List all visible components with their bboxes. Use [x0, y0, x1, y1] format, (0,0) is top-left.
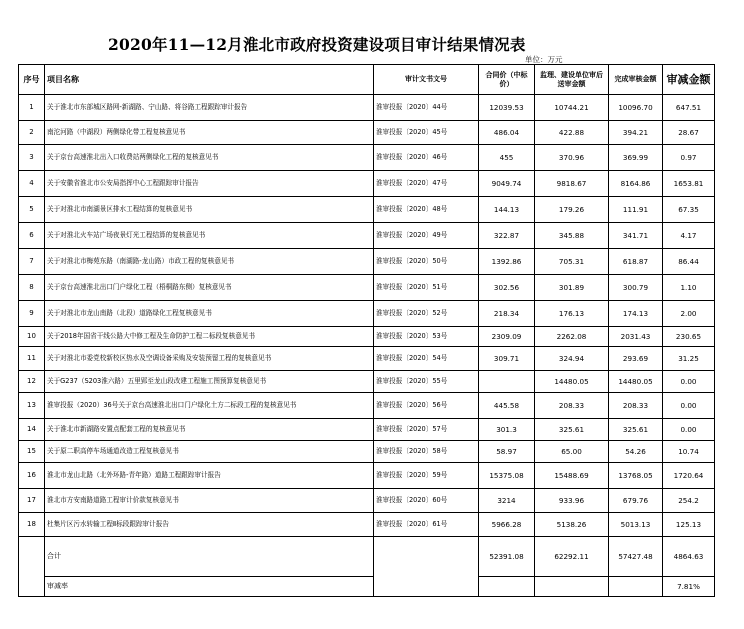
row-reduced: 230.65: [663, 327, 715, 347]
row-contract: 218.34: [479, 301, 535, 327]
row-doc: 淮审投报〔2020〕46号: [374, 145, 479, 171]
row-contract: 2309.09: [479, 327, 535, 347]
table-row: [19, 171, 715, 197]
row-doc: 淮审投报〔2020〕54号: [374, 347, 479, 371]
row-name: 杜集片区污水转输工程Ⅱ标段跟踪审计报告: [45, 513, 374, 537]
row-doc: 淮审投报〔2020〕49号: [374, 223, 479, 249]
table-row: [19, 223, 715, 249]
row-name: 淮审投报（2020）36号关于京台高速淮北出口门户绿化土方二标段工程的复核意见书: [45, 393, 374, 419]
row-submitted: 301.89: [535, 275, 609, 301]
rate-row: [19, 577, 715, 597]
table-row: [19, 121, 715, 145]
row-doc: 淮审投报〔2020〕55号: [374, 371, 479, 393]
total-approved: 57427.48: [609, 537, 663, 577]
row-reduced: 1.10: [663, 275, 715, 301]
row-approved: 679.76: [609, 489, 663, 513]
header-row: [19, 65, 715, 95]
row-submitted: 324.94: [535, 347, 609, 371]
row-contract: 486.04: [479, 121, 535, 145]
row-seq: 1: [19, 95, 45, 121]
total-doc-cell: [374, 537, 479, 597]
row-name: 关于对淮北火车站广场夜景灯光工程结算的复核意见书: [45, 223, 374, 249]
row-contract: 309.71: [479, 347, 535, 371]
row-name: 淮北市龙山北路（北外环路-青年路）道路工程跟踪审计报告: [45, 463, 374, 489]
table-row: [19, 275, 715, 301]
row-doc: 淮审投报〔2020〕52号: [374, 301, 479, 327]
row-seq: 4: [19, 171, 45, 197]
table-row: [19, 347, 715, 371]
row-doc: 淮审投报〔2020〕51号: [374, 275, 479, 301]
header-approved: 完成审核金额: [609, 65, 663, 95]
row-contract: [479, 371, 535, 393]
row-approved: 111.91: [609, 197, 663, 223]
row-seq: 17: [19, 489, 45, 513]
table-row: [19, 95, 715, 121]
row-approved: 341.71: [609, 223, 663, 249]
row-name: 关于2018年国省干线公路大中修工程及生命防护工程二标段复核意见书: [45, 327, 374, 347]
row-contract: 455: [479, 145, 535, 171]
row-approved: 2031.43: [609, 327, 663, 347]
row-doc: 淮审投报〔2020〕61号: [374, 513, 479, 537]
row-contract: 3214: [479, 489, 535, 513]
page-title: 2020年11—12月淮北市政府投资建设项目审计结果情况表: [108, 35, 526, 54]
row-doc: 淮审投报〔2020〕59号: [374, 463, 479, 489]
header-contract: 合同价（中标价）: [479, 65, 535, 95]
row-approved: 8164.86: [609, 171, 663, 197]
row-contract: 12039.53: [479, 95, 535, 121]
rate-value: 7.81%: [663, 577, 715, 597]
row-submitted: 15488.69: [535, 463, 609, 489]
table-row: [19, 513, 715, 537]
table-row: [19, 393, 715, 419]
row-approved: 300.79: [609, 275, 663, 301]
row-doc: 淮审投报〔2020〕56号: [374, 393, 479, 419]
row-approved: 10096.70: [609, 95, 663, 121]
row-submitted: 422.88: [535, 121, 609, 145]
row-approved: 14480.05: [609, 371, 663, 393]
row-approved: 325.61: [609, 419, 663, 441]
total-row: [19, 537, 715, 577]
row-name: 关于G237（S203淮六路）五里郢至龙山段改建工程施工图预算复核意见书: [45, 371, 374, 393]
row-reduced: 2.00: [663, 301, 715, 327]
row-approved: 293.69: [609, 347, 663, 371]
row-seq: 11: [19, 347, 45, 371]
table-row: [19, 441, 715, 463]
row-approved: 369.99: [609, 145, 663, 171]
row-seq: 14: [19, 419, 45, 441]
header-seq: 序号: [19, 65, 45, 95]
row-seq: 3: [19, 145, 45, 171]
table-row: [19, 301, 715, 327]
table-row: [19, 489, 715, 513]
row-contract: 144.13: [479, 197, 535, 223]
table-row: [19, 463, 715, 489]
rate-label: 审减率: [45, 577, 374, 597]
row-submitted: 345.88: [535, 223, 609, 249]
unit-label: 单位：万元: [525, 55, 563, 64]
row-name: 关于对淮北市南湖景区排水工程结算的复核意见书: [45, 197, 374, 223]
header-doc: 审计文书文号: [374, 65, 479, 95]
row-reduced: 4.17: [663, 223, 715, 249]
row-name: 南沱河路（中湖段）两侧绿化带工程复核意见书: [45, 121, 374, 145]
row-reduced: 0.00: [663, 419, 715, 441]
row-name: 关于京台高速淮北出入口收费站两侧绿化工程的复核意见书: [45, 145, 374, 171]
row-seq: 16: [19, 463, 45, 489]
table-row: [19, 327, 715, 347]
row-name: 关于原二职高停车场通道改造工程复核意见书: [45, 441, 374, 463]
row-submitted: 9818.67: [535, 171, 609, 197]
row-seq: 15: [19, 441, 45, 463]
total-label: 合计: [45, 537, 374, 577]
row-submitted: 933.96: [535, 489, 609, 513]
table-row: [19, 145, 715, 171]
row-submitted: 176.13: [535, 301, 609, 327]
row-reduced: 31.25: [663, 347, 715, 371]
row-contract: 15375.08: [479, 463, 535, 489]
row-seq: 13: [19, 393, 45, 419]
row-reduced: 67.35: [663, 197, 715, 223]
row-submitted: 705.31: [535, 249, 609, 275]
table-row: [19, 419, 715, 441]
row-seq: 18: [19, 513, 45, 537]
row-doc: 淮审投报〔2020〕44号: [374, 95, 479, 121]
row-submitted: 325.61: [535, 419, 609, 441]
row-seq: 9: [19, 301, 45, 327]
header-submitted: 监理、建设单位审后送审金额: [535, 65, 609, 95]
row-reduced: 0.97: [663, 145, 715, 171]
row-approved: 5013.13: [609, 513, 663, 537]
row-name: 关于对淮北市梅苑东路（南湖路-龙山路）市政工程的复核意见书: [45, 249, 374, 275]
row-seq: 6: [19, 223, 45, 249]
row-seq: 12: [19, 371, 45, 393]
row-contract: 5966.28: [479, 513, 535, 537]
row-name: 关于安徽省淮北市公安局指挥中心工程跟踪审计报告: [45, 171, 374, 197]
total-reduced: 4864.63: [663, 537, 715, 577]
total-contract: 52391.08: [479, 537, 535, 577]
row-contract: 9049.74: [479, 171, 535, 197]
row-name: 淮北市方安南路道路工程审计价款复核意见书: [45, 489, 374, 513]
row-name: 关于淮北市新湖路安置点配套工程的复核意见书: [45, 419, 374, 441]
row-submitted: 14480.05: [535, 371, 609, 393]
row-contract: 58.97: [479, 441, 535, 463]
audit-results-table: [18, 64, 715, 597]
row-contract: 301.3: [479, 419, 535, 441]
row-reduced: 125.13: [663, 513, 715, 537]
row-name: 关于淮北市东部城区路网-新湖路、宁山路、将谷路工程跟踪审计报告: [45, 95, 374, 121]
row-seq: 2: [19, 121, 45, 145]
row-reduced: 1720.64: [663, 463, 715, 489]
row-contract: 322.87: [479, 223, 535, 249]
row-reduced: 0.00: [663, 393, 715, 419]
row-doc: 淮审投报〔2020〕47号: [374, 171, 479, 197]
header-name: 项目名称: [45, 65, 374, 95]
row-approved: 13768.05: [609, 463, 663, 489]
row-submitted: 5138.26: [535, 513, 609, 537]
row-reduced: 647.51: [663, 95, 715, 121]
row-approved: 394.21: [609, 121, 663, 145]
row-contract: 1392.86: [479, 249, 535, 275]
row-reduced: 0.00: [663, 371, 715, 393]
row-doc: 淮审投报〔2020〕60号: [374, 489, 479, 513]
table-row: [19, 371, 715, 393]
row-contract: 302.56: [479, 275, 535, 301]
row-doc: 淮审投报〔2020〕50号: [374, 249, 479, 275]
row-doc: 淮审投报〔2020〕57号: [374, 419, 479, 441]
header-reduced: 审减金额: [663, 65, 715, 95]
row-doc: 淮审投报〔2020〕58号: [374, 441, 479, 463]
row-submitted: 179.26: [535, 197, 609, 223]
total-submitted: 62292.11: [535, 537, 609, 577]
row-submitted: 208.33: [535, 393, 609, 419]
row-approved: 54.26: [609, 441, 663, 463]
row-reduced: 10.74: [663, 441, 715, 463]
row-seq: 10: [19, 327, 45, 347]
row-doc: 淮审投报〔2020〕48号: [374, 197, 479, 223]
row-name: 关于京台高速淮北出口门户绿化工程（梧桐路东侧）复核意见书: [45, 275, 374, 301]
row-approved: 208.33: [609, 393, 663, 419]
row-reduced: 28.67: [663, 121, 715, 145]
total-seq-cell: [19, 537, 45, 597]
row-reduced: 254.2: [663, 489, 715, 513]
row-submitted: 370.96: [535, 145, 609, 171]
row-reduced: 86.44: [663, 249, 715, 275]
row-name: 关于对淮北市委党校新校区热水及空调设备采购及安装预留工程的复核意见书: [45, 347, 374, 371]
row-submitted: 10744.21: [535, 95, 609, 121]
row-name: 关于对淮北市龙山南路（北段）道路绿化工程复核意见书: [45, 301, 374, 327]
row-seq: 5: [19, 197, 45, 223]
row-doc: 淮审投报〔2020〕53号: [374, 327, 479, 347]
table-row: [19, 249, 715, 275]
row-reduced: 1653.81: [663, 171, 715, 197]
row-contract: 445.58: [479, 393, 535, 419]
row-submitted: 2262.08: [535, 327, 609, 347]
row-approved: 174.13: [609, 301, 663, 327]
row-approved: 618.87: [609, 249, 663, 275]
row-submitted: 65.00: [535, 441, 609, 463]
row-seq: 7: [19, 249, 45, 275]
row-doc: 淮审投报〔2020〕45号: [374, 121, 479, 145]
table-row: [19, 197, 715, 223]
row-seq: 8: [19, 275, 45, 301]
